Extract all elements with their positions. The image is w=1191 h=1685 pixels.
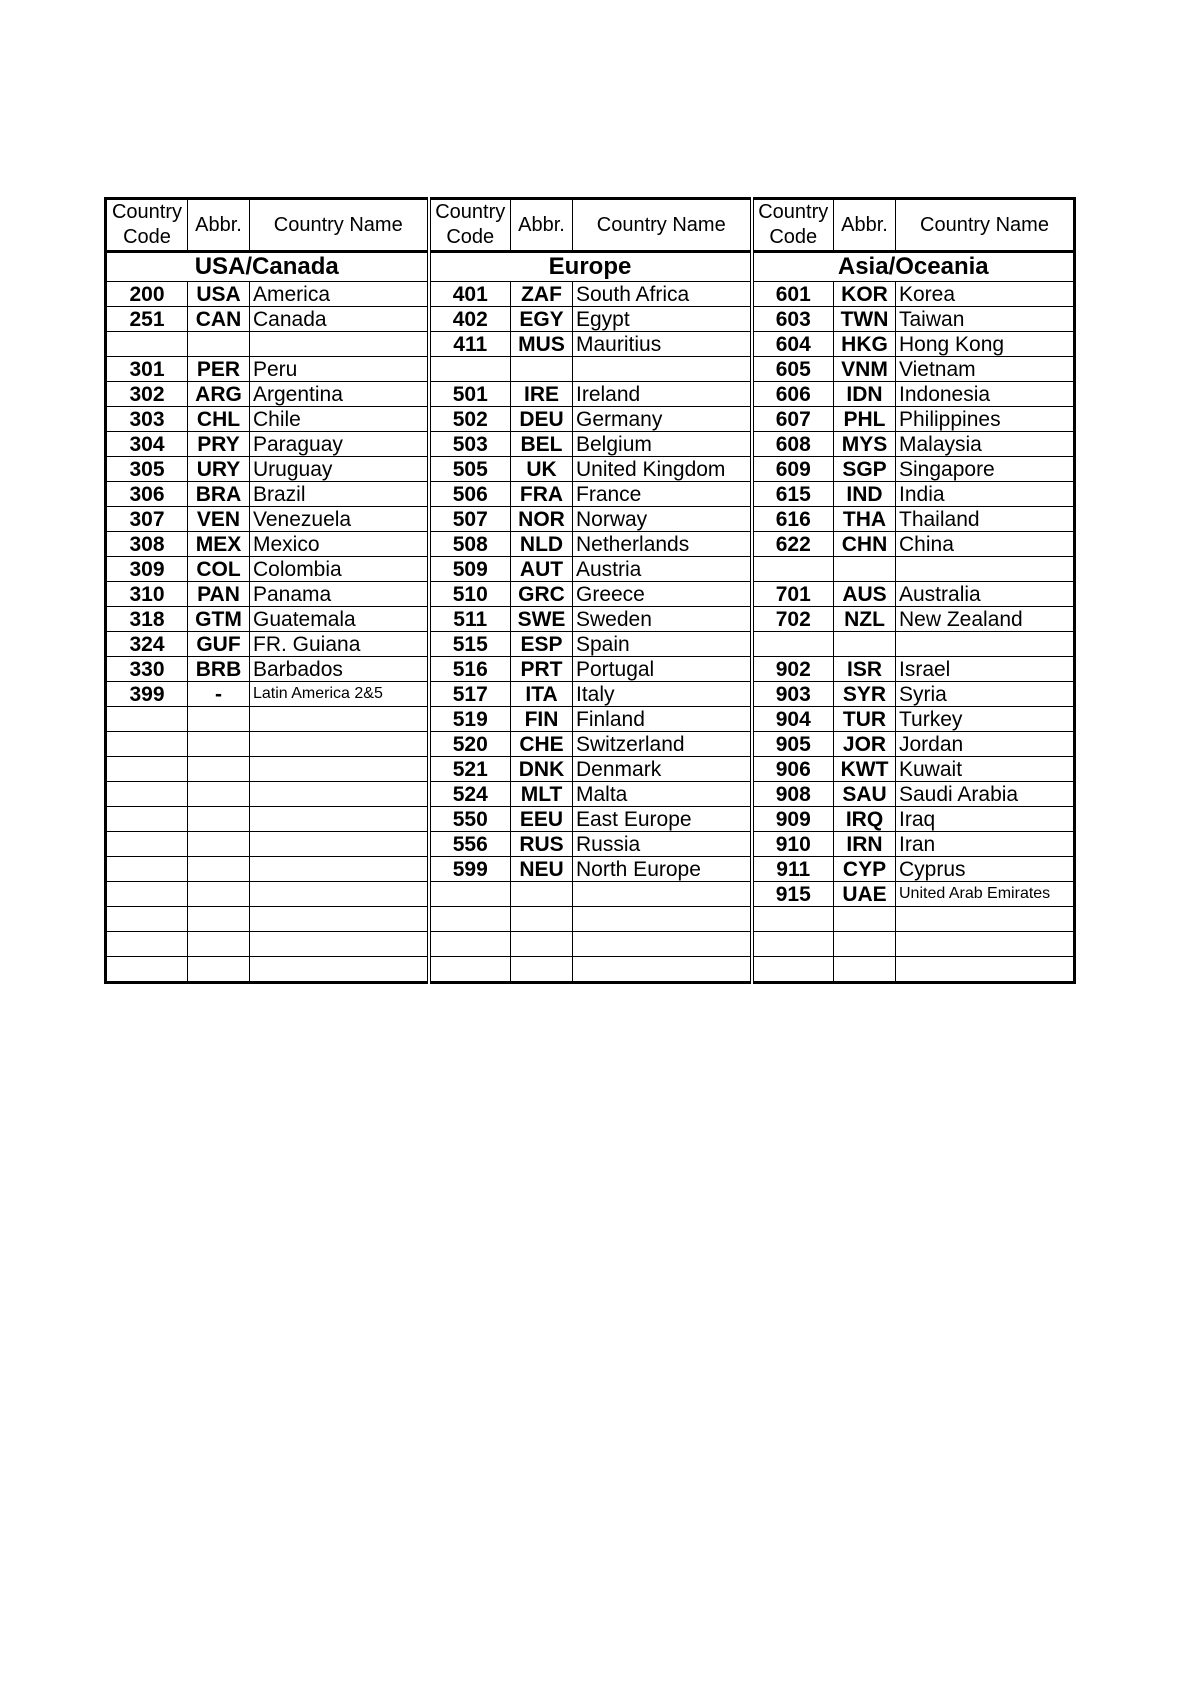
cell-country-name: Korea (896, 282, 1075, 307)
cell-abbr: PHL (834, 407, 896, 432)
cell-abbr: URY (188, 457, 250, 482)
cell-country-name: Portugal (573, 657, 752, 682)
cell-abbr: COL (188, 557, 250, 582)
table-row (106, 807, 1075, 832)
cell-abbr: NLD (511, 532, 573, 557)
cell-abbr: PRY (188, 432, 250, 457)
cell-country-name: Brazil (250, 482, 429, 507)
table-row (106, 732, 1075, 757)
cell-country-code (106, 757, 188, 782)
cell-country-code: 324 (106, 632, 188, 657)
cell-country-code: 701 (752, 582, 834, 607)
cell-country-code (752, 632, 834, 657)
cell-country-code: 515 (429, 632, 511, 657)
cell-abbr: IND (834, 482, 896, 507)
cell-abbr (511, 957, 573, 983)
cell-abbr: IRN (834, 832, 896, 857)
cell-country-name: Iran (896, 832, 1075, 857)
cell-abbr: DNK (511, 757, 573, 782)
header-abbr: Abbr. (834, 199, 896, 252)
cell-country-code: 200 (106, 282, 188, 307)
cell-country-name: Russia (573, 832, 752, 857)
cell-country-code: 510 (429, 582, 511, 607)
cell-abbr (834, 957, 896, 983)
cell-abbr: BEL (511, 432, 573, 457)
cell-country-name: Malta (573, 782, 752, 807)
cell-abbr (511, 907, 573, 932)
cell-country-code: 516 (429, 657, 511, 682)
cell-abbr: GTM (188, 607, 250, 632)
cell-country-name: France (573, 482, 752, 507)
cell-country-name: Finland (573, 707, 752, 732)
cell-country-code (106, 857, 188, 882)
cell-country-name: Switzerland (573, 732, 752, 757)
cell-abbr (188, 907, 250, 932)
table-row (106, 407, 1075, 432)
cell-country-code: 508 (429, 532, 511, 557)
cell-abbr (188, 782, 250, 807)
cell-abbr: ITA (511, 682, 573, 707)
cell-country-code (106, 807, 188, 832)
cell-country-name: Spain (573, 632, 752, 657)
cell-country-name: Germany (573, 407, 752, 432)
cell-country-name (250, 832, 429, 857)
cell-country-name (250, 957, 429, 983)
cell-abbr (188, 932, 250, 957)
cell-country-code: 309 (106, 557, 188, 582)
cell-abbr: FIN (511, 707, 573, 732)
cell-country-name: Thailand (896, 507, 1075, 532)
cell-country-code: 505 (429, 457, 511, 482)
cell-abbr: ISR (834, 657, 896, 682)
cell-abbr: PRT (511, 657, 573, 682)
cell-country-code: 251 (106, 307, 188, 332)
cell-country-code: 318 (106, 607, 188, 632)
cell-abbr: MYS (834, 432, 896, 457)
cell-country-name: Australia (896, 582, 1075, 607)
cell-country-name: South Africa (573, 282, 752, 307)
cell-country-code: 501 (429, 382, 511, 407)
table-row (106, 332, 1075, 357)
cell-country-name: Malaysia (896, 432, 1075, 457)
cell-country-code: 903 (752, 682, 834, 707)
cell-country-code: 601 (752, 282, 834, 307)
cell-country-code: 609 (752, 457, 834, 482)
cell-country-name (250, 782, 429, 807)
cell-country-name: United Kingdom (573, 457, 752, 482)
cell-country-name: Philippines (896, 407, 1075, 432)
cell-country-code: 910 (752, 832, 834, 857)
cell-country-code: 904 (752, 707, 834, 732)
table-row (106, 357, 1075, 382)
region-usa-canada: USA/Canada (106, 252, 429, 282)
cell-country-code (429, 932, 511, 957)
cell-abbr: AUT (511, 557, 573, 582)
table-row (106, 682, 1075, 707)
cell-abbr: VEN (188, 507, 250, 532)
cell-abbr: TUR (834, 707, 896, 732)
cell-abbr: MEX (188, 532, 250, 557)
cell-country-code: 506 (429, 482, 511, 507)
cell-abbr: KOR (834, 282, 896, 307)
cell-country-code: 399 (106, 682, 188, 707)
cell-abbr: GRC (511, 582, 573, 607)
cell-abbr: MLT (511, 782, 573, 807)
cell-abbr: ARG (188, 382, 250, 407)
cell-country-name (250, 707, 429, 732)
table-row (106, 957, 1075, 983)
cell-country-code (752, 957, 834, 983)
cell-country-name: FR. Guiana (250, 632, 429, 657)
cell-country-code: 330 (106, 657, 188, 682)
cell-country-name (573, 357, 752, 382)
table-row (106, 307, 1075, 332)
cell-abbr: NOR (511, 507, 573, 532)
cell-country-name: Belgium (573, 432, 752, 457)
cell-country-name: New Zealand (896, 607, 1075, 632)
cell-country-code: 616 (752, 507, 834, 532)
table-row (106, 707, 1075, 732)
cell-country-name: Jordan (896, 732, 1075, 757)
cell-country-name: Guatemala (250, 607, 429, 632)
cell-abbr: EGY (511, 307, 573, 332)
cell-country-code (752, 932, 834, 957)
cell-abbr (188, 807, 250, 832)
cell-country-name: Netherlands (573, 532, 752, 557)
cell-country-name: Austria (573, 557, 752, 582)
cell-abbr: UK (511, 457, 573, 482)
table-row (106, 782, 1075, 807)
cell-country-name (250, 882, 429, 907)
cell-abbr (834, 632, 896, 657)
cell-country-code (106, 832, 188, 857)
cell-abbr: CAN (188, 307, 250, 332)
cell-country-name (573, 932, 752, 957)
cell-country-code (106, 782, 188, 807)
cell-country-code: 599 (429, 857, 511, 882)
cell-country-code: 606 (752, 382, 834, 407)
cell-country-code: 902 (752, 657, 834, 682)
cell-abbr: USA (188, 282, 250, 307)
cell-country-code: 304 (106, 432, 188, 457)
cell-country-name: Cyprus (896, 857, 1075, 882)
table-row (106, 832, 1075, 857)
cell-country-code: 307 (106, 507, 188, 532)
cell-abbr: KWT (834, 757, 896, 782)
cell-abbr: SAU (834, 782, 896, 807)
cell-country-name: Chile (250, 407, 429, 432)
cell-country-name: Saudi Arabia (896, 782, 1075, 807)
table-row (106, 607, 1075, 632)
cell-country-name: Latin America 2&5 (250, 682, 429, 707)
cell-country-name (250, 857, 429, 882)
cell-country-name (573, 882, 752, 907)
cell-abbr: TWN (834, 307, 896, 332)
cell-country-code: 909 (752, 807, 834, 832)
cell-country-name: Colombia (250, 557, 429, 582)
cell-country-code: 502 (429, 407, 511, 432)
cell-country-code: 519 (429, 707, 511, 732)
cell-abbr: - (188, 682, 250, 707)
cell-country-code: 615 (752, 482, 834, 507)
cell-abbr: AUS (834, 582, 896, 607)
table-row (106, 282, 1075, 307)
cell-abbr: SYR (834, 682, 896, 707)
cell-country-code: 517 (429, 682, 511, 707)
cell-abbr: IRQ (834, 807, 896, 832)
cell-country-code: 507 (429, 507, 511, 532)
cell-country-name: China (896, 532, 1075, 557)
table-row (106, 382, 1075, 407)
cell-country-name: Paraguay (250, 432, 429, 457)
cell-abbr (188, 857, 250, 882)
cell-country-code: 520 (429, 732, 511, 757)
cell-country-code (106, 882, 188, 907)
cell-abbr: THA (834, 507, 896, 532)
header-country-code: Country Code (429, 199, 511, 252)
table-row (106, 757, 1075, 782)
cell-abbr (511, 357, 573, 382)
cell-country-code (752, 907, 834, 932)
cell-country-name: Taiwan (896, 307, 1075, 332)
cell-country-name (896, 907, 1075, 932)
table-row (106, 857, 1075, 882)
header-country-name: Country Name (573, 199, 752, 252)
cell-country-code (106, 332, 188, 357)
cell-abbr (188, 757, 250, 782)
cell-abbr: BRA (188, 482, 250, 507)
cell-country-name: Greece (573, 582, 752, 607)
cell-abbr: HKG (834, 332, 896, 357)
header-abbr: Abbr. (511, 199, 573, 252)
cell-country-code: 411 (429, 332, 511, 357)
cell-abbr: SGP (834, 457, 896, 482)
cell-country-name: Vietnam (896, 357, 1075, 382)
cell-country-code: 503 (429, 432, 511, 457)
cell-country-name (896, 632, 1075, 657)
cell-country-code (106, 732, 188, 757)
cell-country-name: Canada (250, 307, 429, 332)
table-row (106, 432, 1075, 457)
cell-country-name (250, 332, 429, 357)
cell-abbr (511, 932, 573, 957)
cell-country-name: Mexico (250, 532, 429, 557)
header-country-code: Country Code (752, 199, 834, 252)
cell-country-code: 908 (752, 782, 834, 807)
cell-country-code: 905 (752, 732, 834, 757)
cell-country-name: Kuwait (896, 757, 1075, 782)
header-country-name: Country Name (250, 199, 429, 252)
table-row (106, 657, 1075, 682)
cell-country-code: 915 (752, 882, 834, 907)
cell-country-name: Italy (573, 682, 752, 707)
cell-country-name: Barbados (250, 657, 429, 682)
cell-abbr: IRE (511, 382, 573, 407)
cell-country-name: Hong Kong (896, 332, 1075, 357)
cell-country-code (429, 907, 511, 932)
cell-abbr: CHL (188, 407, 250, 432)
cell-abbr: JOR (834, 732, 896, 757)
header-country-name: Country Name (896, 199, 1075, 252)
cell-country-name: India (896, 482, 1075, 507)
cell-country-name (573, 957, 752, 983)
cell-country-code: 911 (752, 857, 834, 882)
cell-abbr: IDN (834, 382, 896, 407)
cell-country-code: 622 (752, 532, 834, 557)
cell-country-name (573, 907, 752, 932)
cell-abbr (188, 332, 250, 357)
cell-abbr: DEU (511, 407, 573, 432)
cell-country-name (250, 907, 429, 932)
cell-abbr: RUS (511, 832, 573, 857)
cell-country-code: 605 (752, 357, 834, 382)
cell-country-code: 511 (429, 607, 511, 632)
cell-abbr: UAE (834, 882, 896, 907)
cell-abbr (188, 957, 250, 983)
cell-abbr: NZL (834, 607, 896, 632)
cell-country-name: Norway (573, 507, 752, 532)
cell-country-code: 402 (429, 307, 511, 332)
cell-abbr: GUF (188, 632, 250, 657)
cell-country-name (896, 932, 1075, 957)
cell-country-name: Syria (896, 682, 1075, 707)
cell-country-name: East Europe (573, 807, 752, 832)
cell-country-code: 301 (106, 357, 188, 382)
table-row (106, 532, 1075, 557)
cell-country-name: Mauritius (573, 332, 752, 357)
cell-abbr (188, 832, 250, 857)
cell-country-code: 906 (752, 757, 834, 782)
cell-country-name: Panama (250, 582, 429, 607)
cell-country-code: 302 (106, 382, 188, 407)
header-abbr: Abbr. (188, 199, 250, 252)
cell-country-code: 308 (106, 532, 188, 557)
cell-abbr: CHE (511, 732, 573, 757)
cell-country-code: 303 (106, 407, 188, 432)
cell-country-name: Argentina (250, 382, 429, 407)
cell-country-name (250, 932, 429, 957)
table-row (106, 557, 1075, 582)
table-row (106, 882, 1075, 907)
table-row (106, 632, 1075, 657)
table-row (106, 907, 1075, 932)
cell-abbr (511, 882, 573, 907)
cell-country-name (896, 957, 1075, 983)
cell-country-code: 306 (106, 482, 188, 507)
cell-country-code (106, 907, 188, 932)
cell-abbr: PER (188, 357, 250, 382)
cell-country-code: 604 (752, 332, 834, 357)
cell-country-code: 607 (752, 407, 834, 432)
cell-country-name: Peru (250, 357, 429, 382)
cell-country-code: 310 (106, 582, 188, 607)
cell-abbr: BRB (188, 657, 250, 682)
cell-abbr: ESP (511, 632, 573, 657)
table-row (106, 457, 1075, 482)
cell-abbr: NEU (511, 857, 573, 882)
cell-country-code: 524 (429, 782, 511, 807)
header-row (106, 199, 1075, 252)
cell-country-name (250, 732, 429, 757)
cell-abbr: PAN (188, 582, 250, 607)
cell-country-code (106, 957, 188, 983)
cell-country-name: Denmark (573, 757, 752, 782)
table-row (106, 932, 1075, 957)
cell-country-name: Venezuela (250, 507, 429, 532)
cell-country-name (250, 757, 429, 782)
region-europe: Europe (429, 252, 752, 282)
cell-country-code (429, 882, 511, 907)
table-body (106, 252, 1075, 983)
region-asia-oceania: Asia/Oceania (752, 252, 1075, 282)
cell-country-name: North Europe (573, 857, 752, 882)
cell-abbr: MUS (511, 332, 573, 357)
cell-country-code (106, 707, 188, 732)
table-row (106, 582, 1075, 607)
cell-abbr (834, 557, 896, 582)
cell-abbr: CHN (834, 532, 896, 557)
cell-abbr: CYP (834, 857, 896, 882)
cell-country-code: 702 (752, 607, 834, 632)
cell-country-name: Singapore (896, 457, 1075, 482)
cell-abbr: EEU (511, 807, 573, 832)
cell-abbr: VNM (834, 357, 896, 382)
cell-country-code: 509 (429, 557, 511, 582)
cell-country-code (752, 557, 834, 582)
cell-country-code (429, 957, 511, 983)
cell-country-name: Israel (896, 657, 1075, 682)
cell-country-name: Uruguay (250, 457, 429, 482)
header-country-code: Country Code (106, 199, 188, 252)
cell-abbr: FRA (511, 482, 573, 507)
cell-country-name: Ireland (573, 382, 752, 407)
cell-country-code: 603 (752, 307, 834, 332)
region-row (106, 252, 1075, 282)
table-row (106, 482, 1075, 507)
cell-country-code: 521 (429, 757, 511, 782)
cell-country-code: 401 (429, 282, 511, 307)
table-row (106, 507, 1075, 532)
table-header (106, 199, 1075, 252)
cell-abbr (834, 907, 896, 932)
cell-country-code: 305 (106, 457, 188, 482)
cell-abbr (188, 882, 250, 907)
cell-country-name: Sweden (573, 607, 752, 632)
cell-abbr (188, 732, 250, 757)
cell-country-name: America (250, 282, 429, 307)
cell-country-name: Turkey (896, 707, 1075, 732)
cell-country-name (250, 807, 429, 832)
cell-country-code (429, 357, 511, 382)
cell-country-code: 608 (752, 432, 834, 457)
cell-country-code: 550 (429, 807, 511, 832)
cell-country-code: 556 (429, 832, 511, 857)
cell-abbr: ZAF (511, 282, 573, 307)
cell-country-name: Iraq (896, 807, 1075, 832)
cell-abbr (188, 707, 250, 732)
cell-abbr (834, 932, 896, 957)
cell-country-name (896, 557, 1075, 582)
cell-abbr: SWE (511, 607, 573, 632)
cell-country-name: United Arab Emirates (896, 882, 1075, 907)
cell-country-code (106, 932, 188, 957)
cell-country-name: Indonesia (896, 382, 1075, 407)
cell-country-name: Egypt (573, 307, 752, 332)
country-code-table (104, 197, 1076, 984)
